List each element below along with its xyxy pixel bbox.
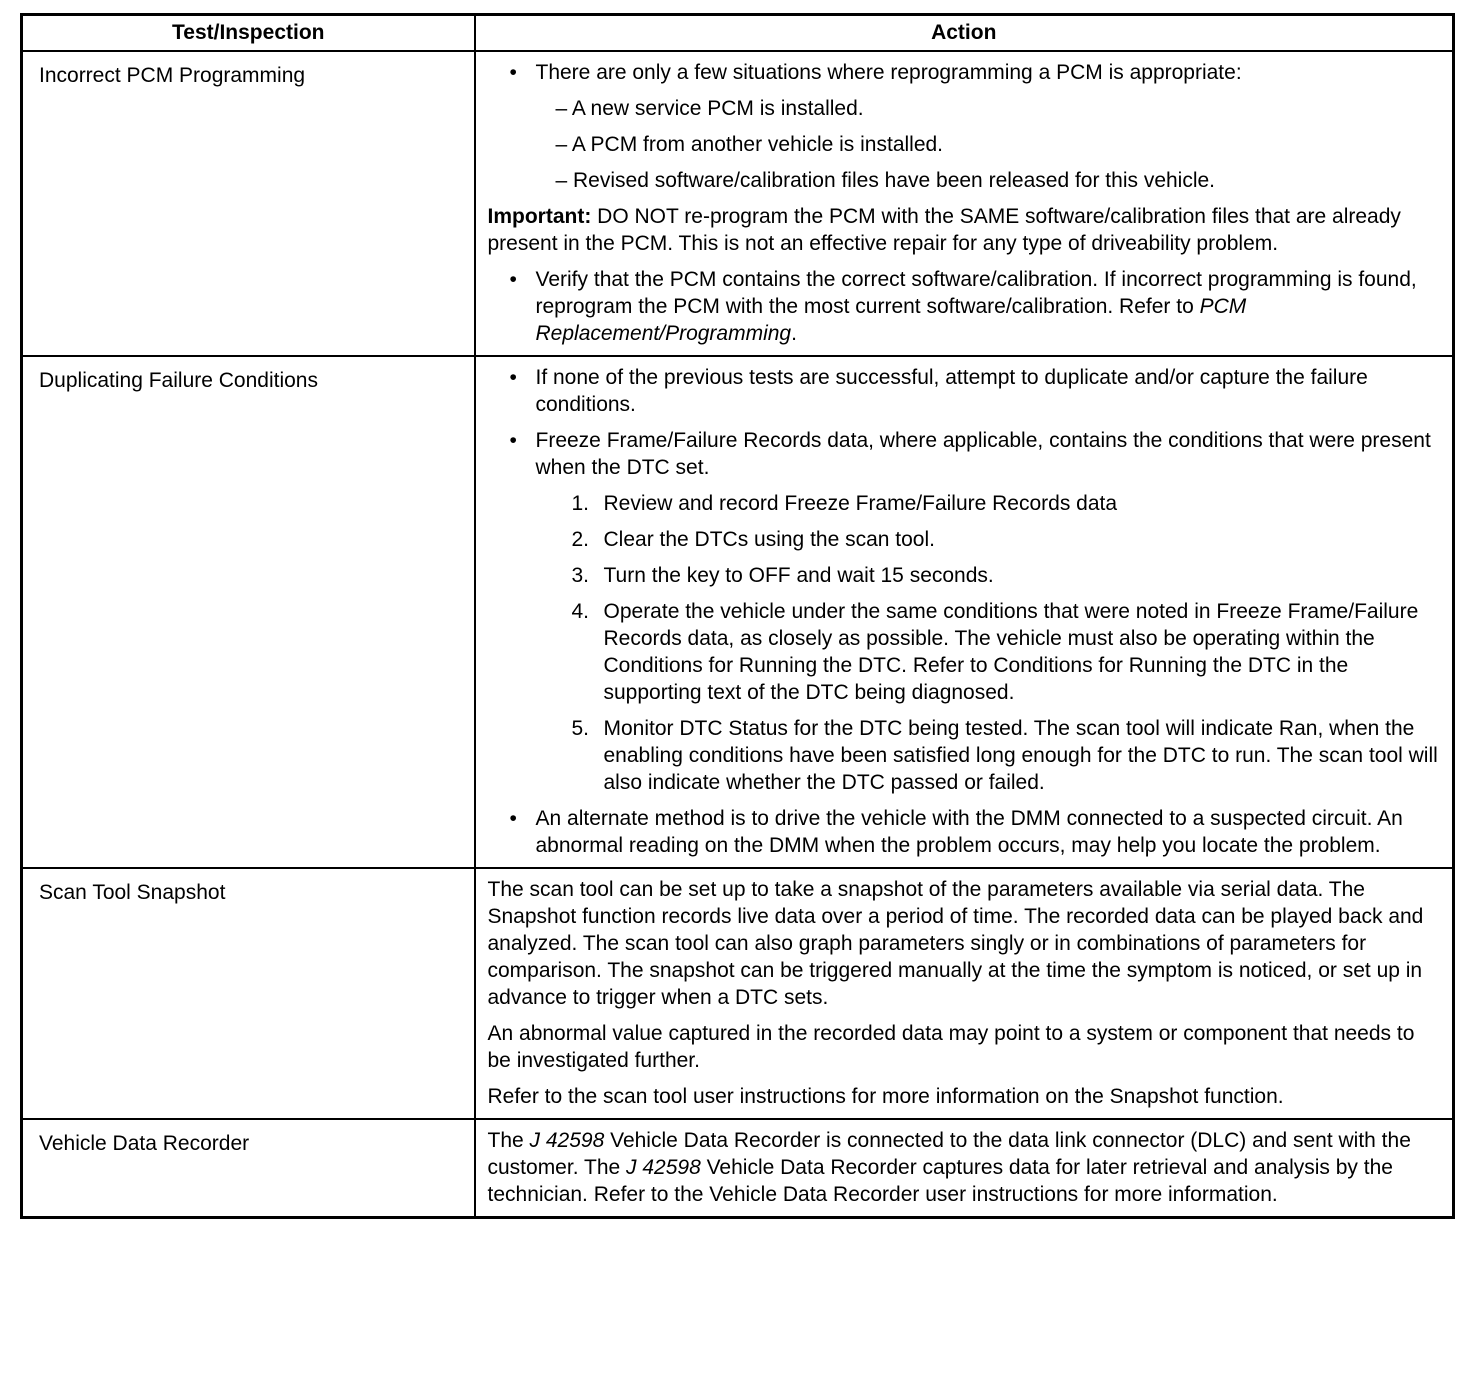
bullet-text: Verify that the PCM contains the correct software/calibration. If incorrect programming is found, reprogram the PCM with the most current software/calibration. Refer to xyxy=(535,268,1417,318)
diagnostic-table xyxy=(20,13,1455,1219)
table-row xyxy=(22,868,1454,1119)
header-action: Action xyxy=(475,15,1454,52)
action-cell xyxy=(475,51,1454,356)
step-item xyxy=(488,562,1441,589)
dash-item: – Revised software/calibration files have been released for this vehicle. xyxy=(555,169,1216,192)
step-text: Turn the key to OFF and wait 15 seconds. xyxy=(603,564,994,587)
step-item xyxy=(488,490,1441,517)
text: Vehicle Data Recorder is connected to the data link connector (DLC) and sent with the customer. The xyxy=(487,1129,1411,1179)
paragraph: Refer to the scan tool user instructions for more information on the Snapshot function. xyxy=(487,1085,1284,1108)
test-cell: Incorrect PCM Programming xyxy=(22,51,475,356)
paragraph: An abnormal value captured in the recorded data may point to a system or component that needs to be investigated further. xyxy=(487,1022,1415,1072)
step-item xyxy=(488,715,1441,796)
tool-number: J 42598 xyxy=(626,1156,701,1179)
bullet-text-end: . xyxy=(791,322,797,345)
table-row xyxy=(22,51,1454,356)
step-text: Review and record Freeze Frame/Failure Records data xyxy=(603,492,1118,515)
dash-item: – A PCM from another vehicle is installed. xyxy=(555,133,944,156)
step-number: 1. xyxy=(571,492,590,515)
header-row xyxy=(22,15,1454,52)
bullet-item: • There are only a few situations where reprogramming a PCM is appropriate: xyxy=(488,59,1441,86)
important-text: DO NOT re-program the PCM with the SAME software/calibration files that are already present in the PCM. This is not an effective repair for any type of driveability problem. xyxy=(487,205,1401,255)
bullet-item: • Freeze Frame/Failure Records data, where applicable, contains the conditions that were present when the DTC set. xyxy=(488,427,1441,481)
paragraph xyxy=(488,1127,1441,1208)
paragraph: The scan tool can be set up to take a snapshot of the parameters available via serial data. The Snapshot function records live data over a period of time. The recorded data can be played back and analyzed. The scan tool can also graph parameters singly or in combinations of parameters for comparison. The snapshot can be triggered manually at the time the symptom is noticed, or set up in advance to trigger when a DTC sets. xyxy=(487,878,1424,1009)
important-label: Important: xyxy=(487,205,592,228)
test-cell: Duplicating Failure Conditions xyxy=(22,356,475,868)
action-cell xyxy=(475,868,1454,1119)
test-cell: Scan Tool Snapshot xyxy=(22,868,475,1119)
text: Vehicle Data Recorder captures data for later retrieval and analysis by the technician. Refer to the Vehicle Data Recorder user instructions for more information. xyxy=(487,1156,1393,1206)
text: The xyxy=(487,1129,530,1152)
tool-number: J 42598 xyxy=(529,1129,605,1152)
step-text: Clear the DTCs using the scan tool. xyxy=(603,528,935,551)
step-item xyxy=(488,526,1441,553)
step-item xyxy=(488,598,1441,706)
table-row xyxy=(22,1119,1454,1218)
step-number: 2. xyxy=(571,528,590,551)
step-number: 5. xyxy=(571,717,590,740)
step-text: Operate the vehicle under the same conditions that were noted in Freeze Frame/Failure Records data, as closely as possible. The vehicle must also be operating within the Conditions for Running the DTC. Refer to Conditions for Running the DTC in the supporting text of the DTC being diagnosed. xyxy=(603,600,1419,704)
bullet-item xyxy=(488,266,1441,347)
bullet-item: • If none of the previous tests are successful, attempt to duplicate and/or capture the failure conditions. xyxy=(488,364,1441,418)
step-text: Monitor DTC Status for the DTC being tested. The scan tool will indicate Ran, when the enabling conditions have been satisfied long enough for the DTC to run. The scan tool will also indicate whether the DTC passed or failed. xyxy=(603,717,1438,794)
bullet-item: • An alternate method is to drive the vehicle with the DMM connected to a suspected circuit. An abnormal reading on the DMM when the problem occurs, may help you locate the problem. xyxy=(488,805,1441,859)
test-cell: Vehicle Data Recorder xyxy=(22,1119,475,1218)
step-number: 4. xyxy=(571,600,590,623)
action-cell xyxy=(475,1119,1454,1218)
header-test-inspection: Test/Inspection xyxy=(22,15,475,52)
reference-link[interactable]: PCM Replacement/Programming xyxy=(535,295,1247,345)
step-number: 3. xyxy=(571,564,590,587)
action-cell xyxy=(475,356,1454,868)
dash-item: – A new service PCM is installed. xyxy=(555,97,864,120)
important-note xyxy=(488,203,1441,257)
table-row xyxy=(22,356,1454,868)
